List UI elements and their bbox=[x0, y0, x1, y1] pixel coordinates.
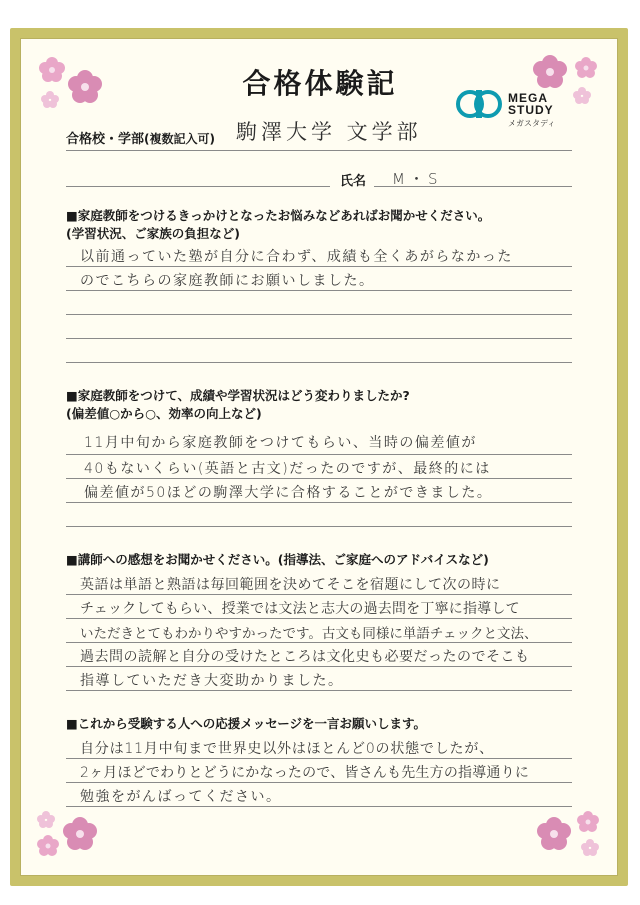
section-3-rule-3 bbox=[66, 642, 572, 643]
section-4-rule-2 bbox=[66, 782, 572, 783]
section-4-rule-1 bbox=[66, 758, 572, 759]
section-4-answer-line-2: 2ヶ月ほどでわりとどうにかなったので、皆さんも先生方の指導通りに bbox=[80, 765, 530, 781]
name-label: 氏名 bbox=[340, 174, 367, 189]
flower-corner-bottom-left-icon bbox=[30, 800, 120, 860]
section-3-rule-5 bbox=[66, 690, 572, 691]
section-1-subquestion: (学習状況、ご家族の負担など) bbox=[66, 226, 240, 241]
section-2-answer-line-2: 40もないくらい(英語と古文)だったのですが、最終的には bbox=[84, 461, 491, 477]
section-2-rule-2 bbox=[66, 478, 572, 479]
section-4-answer-line-1: 自分は11月中旬まで世界史以外はほとんど0の状態でしたが、 bbox=[80, 741, 494, 757]
school-value: 駒澤大学 文学部 bbox=[236, 120, 422, 144]
section-4-rule-3 bbox=[66, 806, 572, 807]
section-1-answer-line-2: のでこちらの家庭教師にお願いしました。 bbox=[80, 273, 375, 289]
logo-main-line2: STUDY bbox=[508, 103, 554, 117]
section-4-question: ■これから受験する人への応援メッセージを一言お願いします。 bbox=[66, 716, 427, 731]
section-3-rule-1 bbox=[66, 594, 572, 595]
name-underline bbox=[374, 186, 572, 187]
section-3-rule-4 bbox=[66, 666, 572, 667]
name-value: M・S bbox=[392, 170, 442, 188]
logo-main-line1: MEGA bbox=[508, 91, 548, 105]
section-2-subquestion: (偏差値○から○、効率の向上など) bbox=[66, 406, 262, 421]
section-1-rule-5 bbox=[66, 362, 572, 363]
school-label bbox=[66, 128, 215, 147]
section-2-rule-3 bbox=[66, 502, 572, 503]
section-1-rule-2 bbox=[66, 290, 572, 291]
logo-wordmark bbox=[508, 92, 555, 129]
section-3-answer-line-1: 英語は単語と熟語は毎回範囲を決めてそこを宿題にして次の時に bbox=[80, 577, 501, 593]
school-label-text: 合格校・学部 bbox=[66, 132, 145, 147]
page-title: 合格体験記 bbox=[242, 67, 398, 100]
school-underline bbox=[66, 150, 572, 151]
section-2-rule-1 bbox=[66, 454, 572, 455]
section-1-answer-line-1: 以前通っていた塾が自分に合わず、成績も全くあがらなかった bbox=[80, 249, 513, 265]
section-2-answer-line-3: 偏差値が50ほどの駒澤大学に合格することができました。 bbox=[84, 485, 493, 501]
section-1-rule-3 bbox=[66, 314, 572, 315]
section-3-rule-2 bbox=[66, 618, 572, 619]
section-3-question: ■講師への感想をお聞かせください。(指導法、ご家庭へのアドバイスなど) bbox=[66, 552, 489, 567]
section-4-answer-line-3: 勉強をがんばってください。 bbox=[80, 789, 282, 805]
section-3-answer-line-3: いただきとてもわかりやすかったです。古文も同様に単語チェックと文法、 bbox=[80, 626, 538, 642]
section-3-answer-line-4: 過去問の読解と自分の受けたところは文化史も必要だったのでそこも bbox=[80, 649, 530, 665]
section-3-answer-line-5: 指導していただき大変助かりました。 bbox=[80, 673, 344, 689]
section-2-answer-line-1: 11月中旬から家庭教師をつけてもらい、当時の偏差値が bbox=[84, 435, 477, 451]
section-3-answer-line-2: チェックしてもらい、授業では文法と志大の過去問を丁寧に指導して bbox=[80, 601, 520, 617]
section-1-rule-4 bbox=[66, 338, 572, 339]
section-1-question: ■家庭教師をつけるきっかけとなったお悩みなどあればお聞かせください。 bbox=[66, 208, 491, 223]
flower-corner-bottom-right-icon bbox=[520, 800, 610, 860]
section-1-rule-1 bbox=[66, 266, 572, 267]
name-left-line bbox=[66, 186, 330, 187]
section-2-question: ■家庭教師をつけて、成績や学習状況はどう変わりましたか? bbox=[66, 388, 410, 403]
school-label-note: (複数記入可) bbox=[144, 132, 215, 146]
section-2-rule-4 bbox=[66, 526, 572, 527]
logo-sub: メガスタディ bbox=[508, 119, 556, 128]
